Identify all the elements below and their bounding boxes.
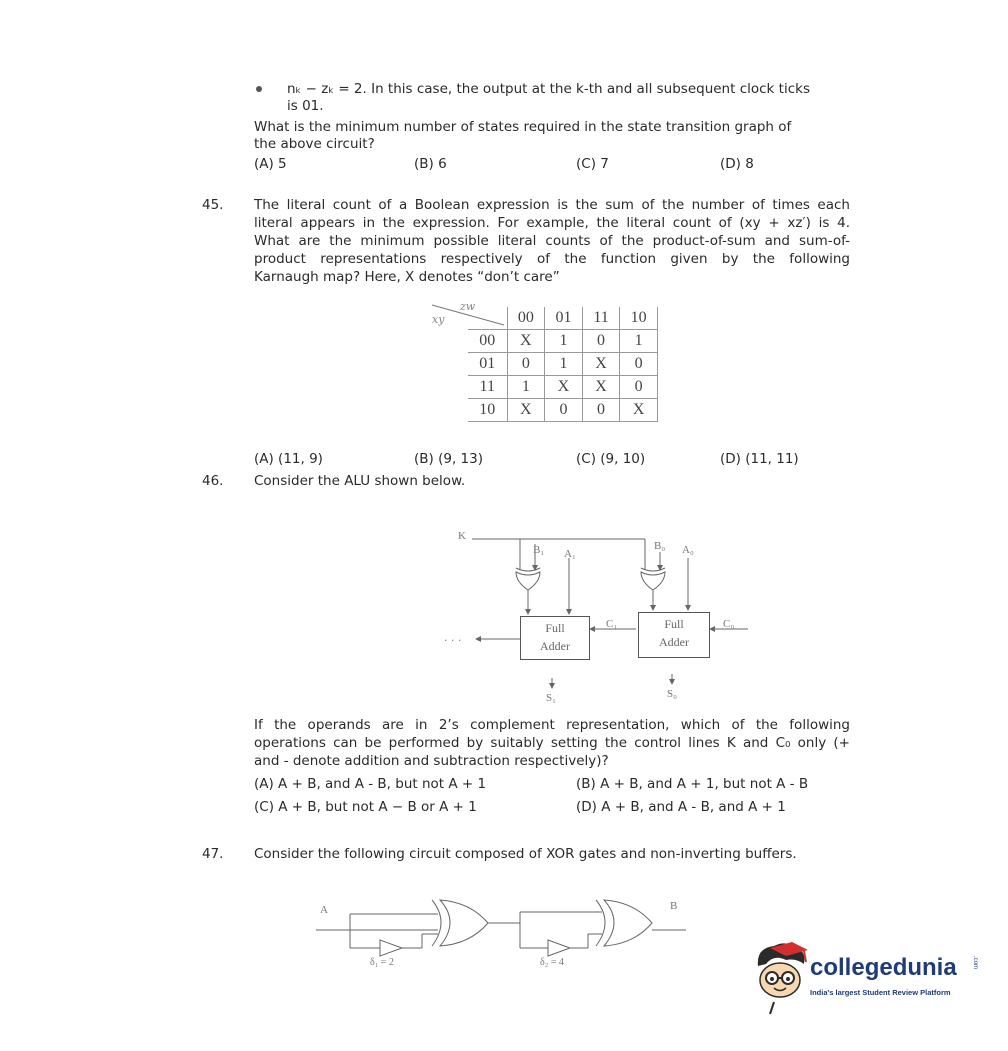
buffer-1 bbox=[380, 940, 402, 956]
prev-option-a: (A) 5 bbox=[254, 156, 287, 172]
q46-option-a: (A) A + B, and A - B, but not A + 1 bbox=[254, 776, 487, 792]
q45-line-5: Karnaugh map? Here, X denotes “don’t care” bbox=[254, 269, 560, 285]
logo-tagline: India's largest Student Review Platform bbox=[810, 988, 951, 997]
q45-line-1: The literal count of a Boolean expression is the sum of the number of times each bbox=[254, 197, 850, 213]
prev-option-c: (C) 7 bbox=[576, 156, 609, 172]
logo-dotcom: .com bbox=[972, 956, 978, 970]
q45-line-3: What are the minimum possible literal counts of the product-of-sum and sum-of- bbox=[254, 233, 850, 249]
kmap-row-label: 11 bbox=[479, 378, 495, 395]
logo-brand bbox=[810, 954, 957, 982]
q45-option-d: (D) (11, 11) bbox=[720, 451, 799, 467]
kmap-corner-top: zw bbox=[460, 300, 476, 313]
logo-brand-text: collegedunia bbox=[810, 954, 957, 981]
kmap-cell: 0 bbox=[507, 353, 545, 376]
full-adder-0-label-2: Adder bbox=[659, 635, 689, 649]
kmap-table bbox=[468, 307, 658, 422]
q46-line-3: and - denote addition and subtraction respectively)? bbox=[254, 753, 609, 769]
q45-line-4: product representations respectively of the function given by the following bbox=[254, 251, 850, 267]
alu-label-s0: S₀ bbox=[667, 688, 677, 700]
kmap-row-label: 01 bbox=[479, 355, 496, 372]
kmap-cell: 1 bbox=[620, 330, 658, 353]
q47-number: 47. bbox=[202, 846, 224, 862]
full-adder-0 bbox=[638, 612, 710, 658]
collegedunia-logo bbox=[752, 940, 984, 1020]
kmap-cell: 0 bbox=[582, 399, 620, 422]
alu-label-a0: A₀ bbox=[682, 544, 694, 556]
q45-line-2: literal appears in the expression. For example, the literal count of (xy + xz′) is 4. bbox=[254, 215, 850, 231]
kmap-cell: X bbox=[620, 399, 658, 422]
xor-gate-b bbox=[596, 900, 605, 946]
q46-intro: Consider the ALU shown below. bbox=[254, 473, 466, 489]
q46-option-c: (C) A + B, but not A − B or A + 1 bbox=[254, 799, 477, 815]
xor-gate-0 bbox=[641, 572, 665, 590]
xor-gate-1 bbox=[516, 572, 540, 590]
q46-line-2: operations can be performed by suitably setting the control lines K and C₀ only (+ bbox=[254, 735, 850, 751]
q45-number: 45. bbox=[202, 197, 224, 213]
prev-question-line-1: What is the minimum number of states required in the state transition graph of bbox=[254, 119, 792, 135]
full-adder-1-label-2: Adder bbox=[540, 639, 570, 653]
q46-number: 46. bbox=[202, 473, 224, 489]
circuit-label-delta1: δ₁ = 2 bbox=[370, 957, 394, 968]
alu-label-b0: B₀ bbox=[654, 540, 666, 552]
prev-question-line-2: the above circuit? bbox=[254, 136, 375, 152]
kmap-cell: X bbox=[507, 399, 545, 422]
alu-label-k: K bbox=[458, 530, 466, 542]
kmap-cell: X bbox=[582, 376, 620, 399]
kmap-cell: X bbox=[582, 353, 620, 376]
kmap-cell: 1 bbox=[545, 330, 583, 353]
mascot-icon bbox=[752, 940, 810, 1020]
circuit-label-b: B bbox=[670, 900, 678, 912]
kmap-corner-left: xy bbox=[432, 313, 445, 326]
kmap-cell: 0 bbox=[582, 330, 620, 353]
alu-label-c1: C₁ bbox=[606, 618, 618, 630]
kmap-col-header: 11 bbox=[582, 307, 620, 330]
q45-option-c: (C) (9, 10) bbox=[576, 451, 646, 467]
kmap-cell: 0 bbox=[545, 399, 583, 422]
bullet-dot bbox=[256, 86, 262, 92]
kmap-cell: X bbox=[507, 330, 545, 353]
kmap-col-header: 10 bbox=[620, 307, 658, 330]
full-adder-0-label-1: Full bbox=[664, 617, 684, 631]
kmap-cell: 1 bbox=[545, 353, 583, 376]
prev-option-d: (D) 8 bbox=[720, 156, 754, 172]
kmap-col-header: 01 bbox=[545, 307, 583, 330]
bullet-line-1: nₖ − zₖ = 2. In this case, the output at the k-th and all subsequent clock ticks bbox=[287, 81, 810, 97]
kmap-cell: 1 bbox=[507, 376, 545, 399]
alu-label-c0: C₀ bbox=[723, 618, 735, 630]
kmap-row-label: 00 bbox=[479, 332, 496, 349]
kmap-cell: 0 bbox=[620, 376, 658, 399]
buffer-2 bbox=[548, 940, 570, 956]
q46-option-b: (B) A + B, and A + 1, but not A - B bbox=[576, 776, 809, 792]
q45-option-b: (B) (9, 13) bbox=[414, 451, 483, 467]
kmap-col-header: 00 bbox=[507, 307, 545, 330]
kmap-row-label: 10 bbox=[479, 401, 496, 418]
alu-label-a1: A₁ bbox=[564, 548, 576, 560]
alu-label-b1: B₁ bbox=[533, 544, 545, 556]
full-adder-1 bbox=[520, 616, 590, 660]
alu-label-s1: S₁ bbox=[546, 692, 556, 704]
full-adder-1-label-1: Full bbox=[545, 621, 565, 635]
xor-gate-a bbox=[432, 900, 441, 946]
prev-option-b: (B) 6 bbox=[414, 156, 447, 172]
kmap-cell: X bbox=[545, 376, 583, 399]
alu-dots: · · · bbox=[444, 634, 462, 647]
bullet-line-2: is 01. bbox=[287, 98, 324, 114]
circuit-label-delta2: δ₂ = 4 bbox=[540, 957, 564, 968]
xor-buffer-circuit bbox=[310, 890, 700, 970]
q45-option-a: (A) (11, 9) bbox=[254, 451, 323, 467]
kmap-cell: 0 bbox=[620, 353, 658, 376]
q47-intro: Consider the following circuit composed of XOR gates and non-inverting buffers. bbox=[254, 846, 797, 862]
circuit-label-a: A bbox=[320, 904, 328, 916]
q46-option-d: (D) A + B, and A - B, and A + 1 bbox=[576, 799, 786, 815]
karnaugh-map bbox=[428, 301, 658, 427]
q46-line-1: If the operands are in 2’s complement representation, which of the following bbox=[254, 717, 850, 733]
